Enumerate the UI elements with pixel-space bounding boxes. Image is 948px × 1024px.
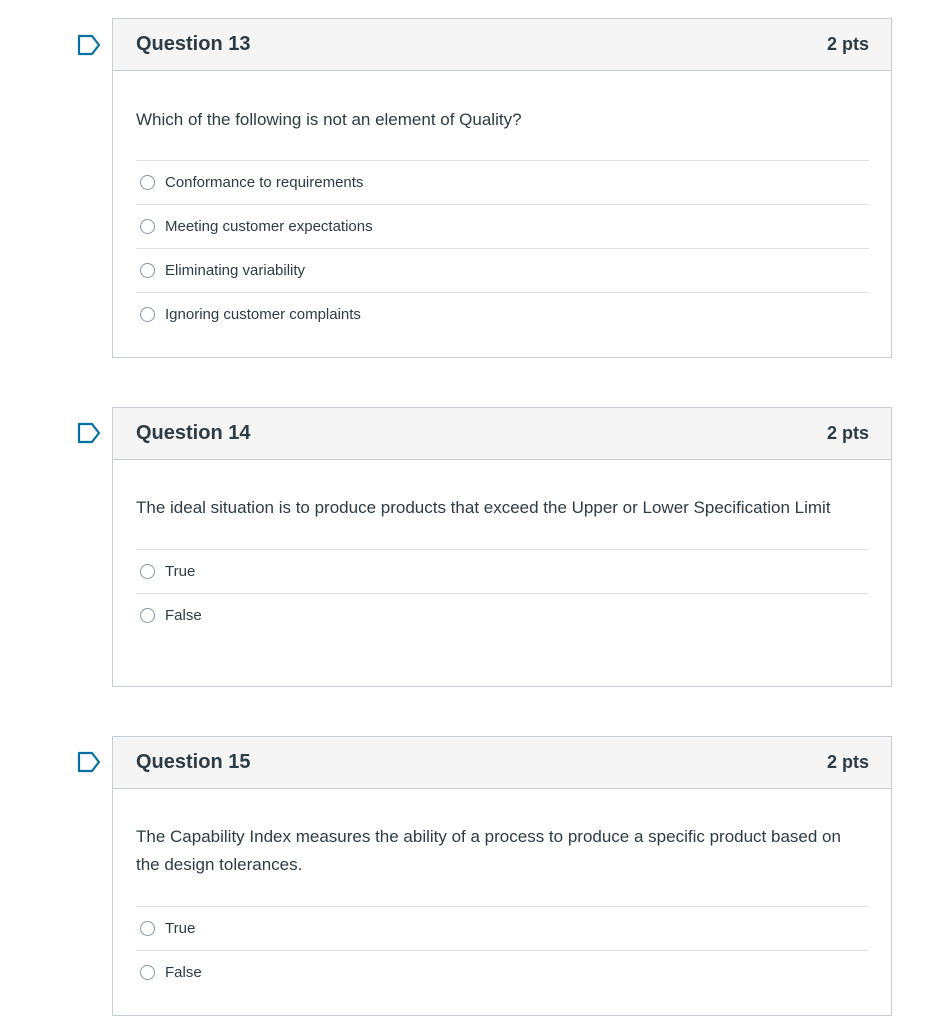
question-14 — [112, 407, 892, 687]
answer-list — [136, 160, 869, 336]
answer-label: False — [165, 964, 202, 981]
answer-label: False — [165, 607, 202, 624]
question-header — [113, 19, 891, 71]
radio-button[interactable] — [140, 175, 155, 190]
radio-button[interactable] — [140, 219, 155, 234]
answer-option[interactable] — [136, 951, 869, 994]
flag-question-icon[interactable] — [76, 751, 102, 773]
answer-label: True — [165, 563, 196, 580]
question-body — [113, 460, 891, 637]
answer-option[interactable] — [136, 293, 869, 336]
flag-question-icon[interactable] — [76, 34, 102, 56]
radio-button[interactable] — [140, 307, 155, 322]
radio-button[interactable] — [140, 564, 155, 579]
answer-option[interactable] — [136, 161, 869, 205]
question-points: 2 pts — [826, 752, 869, 772]
answer-option[interactable] — [136, 550, 869, 594]
answer-label: Ignoring customer complaints — [165, 306, 361, 323]
question-title: Question 15 — [136, 751, 251, 773]
question-text: The ideal situation is to produce products that exceed the Upper or Lower Specification Limit — [136, 498, 831, 517]
answer-label: Eliminating variability — [165, 262, 306, 279]
question-title: Question 13 — [136, 33, 251, 55]
answer-label: True — [165, 920, 196, 937]
question-points: 2 pts — [826, 34, 869, 54]
answer-option[interactable] — [136, 205, 869, 249]
question-body — [113, 71, 891, 336]
question-text: Which of the following is not an element of Quality? — [136, 110, 522, 129]
radio-button[interactable] — [140, 921, 155, 936]
flag-question-icon[interactable] — [76, 422, 102, 444]
answer-list — [136, 906, 869, 994]
question-points: 2 pts — [826, 423, 869, 443]
radio-button[interactable] — [140, 263, 155, 278]
question-header — [113, 408, 891, 460]
answer-option[interactable] — [136, 594, 869, 637]
answer-option[interactable] — [136, 249, 869, 293]
radio-button[interactable] — [140, 608, 155, 623]
radio-button[interactable] — [140, 965, 155, 980]
question-title: Question 14 — [136, 422, 251, 444]
question-header — [113, 737, 891, 789]
answer-label: Meeting customer expectations — [165, 218, 373, 235]
answer-label: Conformance to requirements — [165, 174, 364, 191]
question-body — [113, 789, 891, 994]
question-text: The Capability Index measures the ability of a process to produce a specific product based on the design tolerances. — [136, 827, 841, 874]
question-15 — [112, 736, 892, 1016]
answer-list — [136, 549, 869, 637]
answer-option[interactable] — [136, 907, 869, 951]
question-13 — [112, 18, 892, 358]
